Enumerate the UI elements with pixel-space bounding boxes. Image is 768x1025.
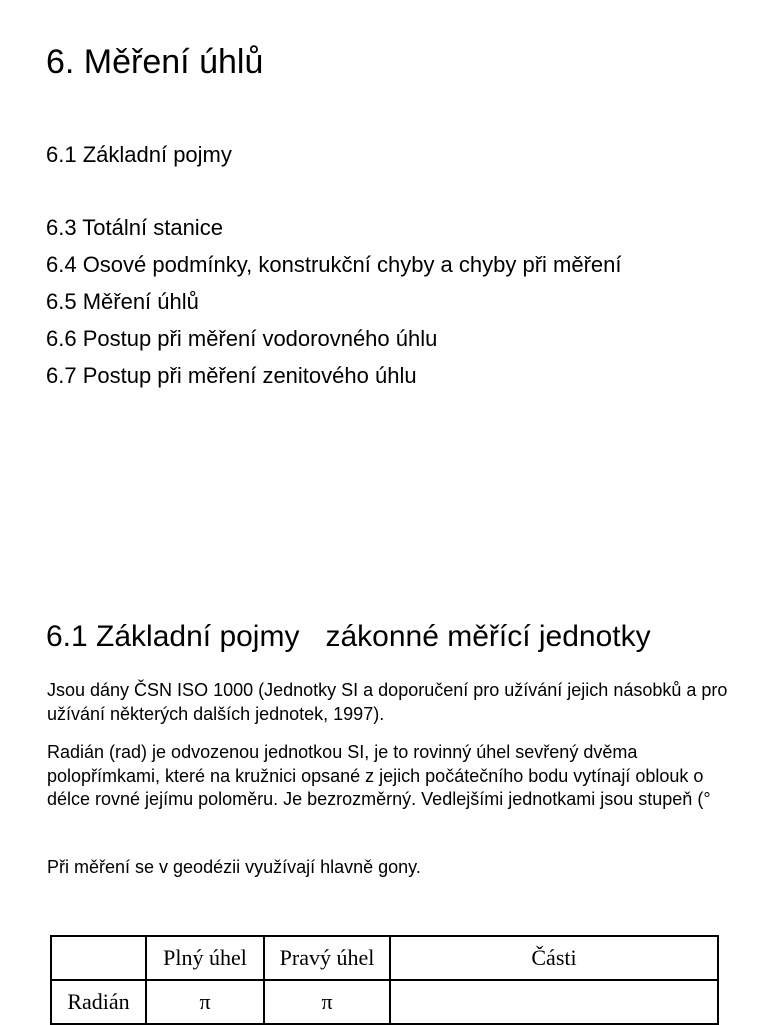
table-header-cell: Části — [390, 936, 718, 980]
section-title-sub: zákonné měřící jednotky — [325, 620, 651, 653]
paragraph-standard: Jsou dány ČSN ISO 1000 (Jednotky SI a doporučení pro užívání jejich násobků a pro užívání některých dalších jednotek, 1997). — [47, 680, 728, 724]
section-title-main: 6.1 Základní pojmy — [46, 620, 300, 653]
toc-item[interactable]: 6.7 Postup při měření zenitového úhlu — [46, 363, 417, 388]
table-cell: π — [146, 980, 264, 1024]
table-header-cell — [51, 936, 146, 980]
toc-item[interactable]: 6.5 Měření úhlů — [46, 289, 199, 314]
table-of-contents — [46, 138, 622, 396]
table-cell: Radián — [51, 980, 146, 1024]
units-table — [50, 935, 719, 1025]
toc-spacer — [46, 174, 622, 211]
toc-item[interactable]: 6.3 Totální stanice — [46, 215, 223, 240]
page-title: 6. Měření úhlů — [46, 43, 264, 81]
toc-item[interactable]: 6.1 Základní pojmy — [46, 142, 232, 167]
table-header-row — [51, 936, 718, 980]
paragraph-gons: Při měření se v geodézii využívají hlavně gony. — [47, 857, 421, 877]
table-cell: π — [264, 980, 390, 1024]
toc-item[interactable]: 6.4 Osové podmínky, konstrukční chyby a chyby při měření — [46, 252, 622, 277]
section-title — [46, 618, 651, 656]
table-header-cell: Pravý úhel — [264, 936, 390, 980]
table-cell — [390, 980, 718, 1024]
paragraph-radian: Radián (rad) je odvozenou jednotkou SI, je to rovinný úhel sevřený dvěma polopřímkami, které na kružnici opsané z jejich počátečního bodu vytínají oblouk o délce rovné jejímu poloměru. Je bezrozměrný. Vedlejšími jednotkami jsou stupeň (° — [47, 742, 711, 809]
table-row — [51, 980, 718, 1024]
table-header-cell: Plný úhel — [146, 936, 264, 980]
toc-item[interactable]: 6.6 Postup při měření vodorovného úhlu — [46, 326, 438, 351]
